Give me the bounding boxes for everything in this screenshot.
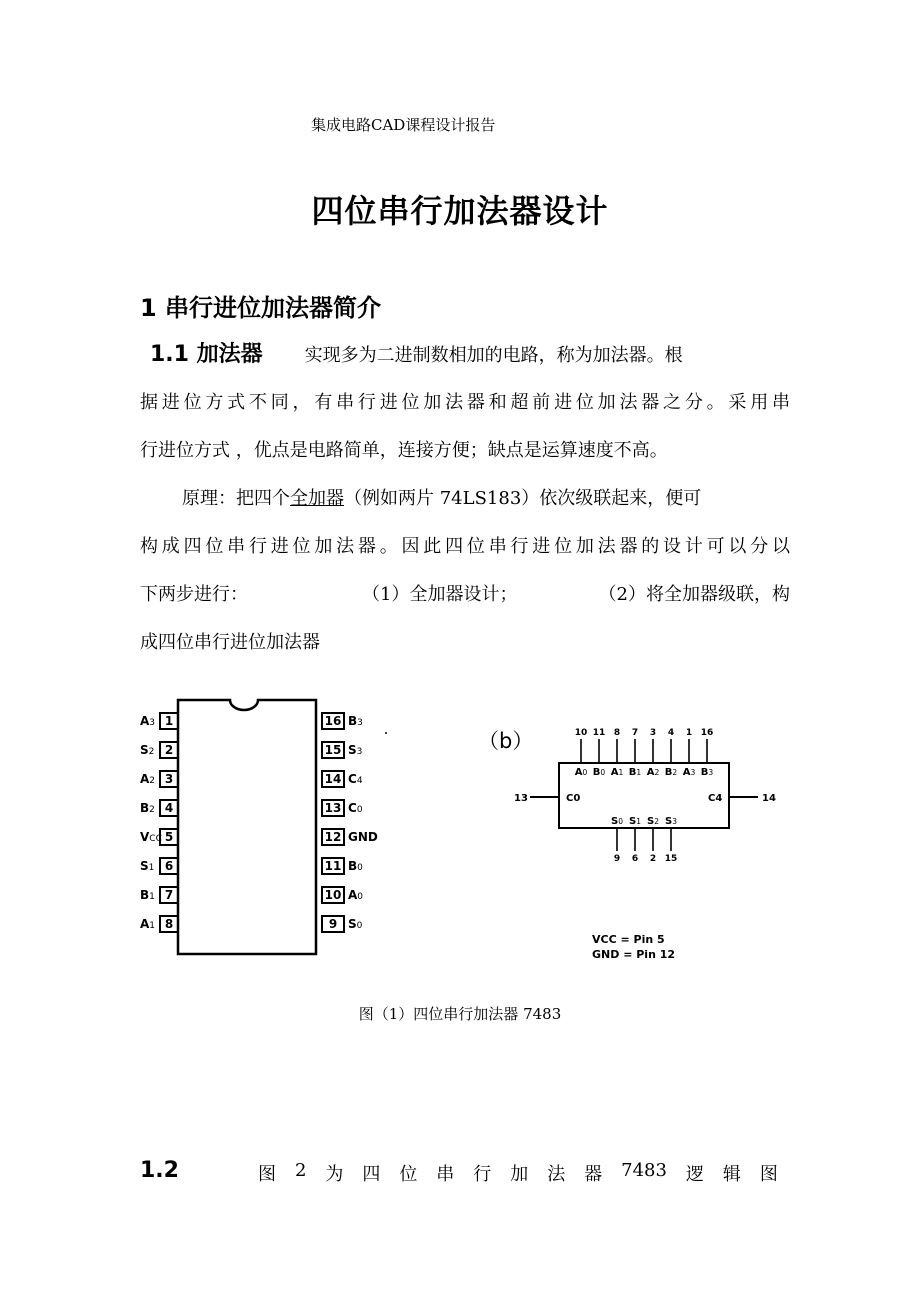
dip-pin-left [140, 887, 178, 903]
pin-label: A1 [610, 767, 624, 778]
logic-top-pin [629, 728, 642, 778]
pin-number: 10 [574, 728, 588, 738]
pin-number: 2 [649, 854, 657, 864]
pin-number: 2 [164, 743, 174, 757]
pin-number: 10 [324, 888, 342, 902]
pin-number: 8 [613, 728, 621, 738]
pin-number: 12 [324, 830, 342, 844]
spaced-char: 2 [294, 1160, 307, 1181]
logic-symbol-diagram [470, 715, 810, 975]
pin-label: A3 [140, 714, 156, 728]
dip-pin-right [322, 713, 363, 729]
pin-label: S3 [665, 816, 677, 827]
spaced-char: 为 [325, 1164, 344, 1185]
pin-label: A1 [140, 917, 156, 931]
pin-label: GND [348, 830, 378, 844]
pin-label: VCC [140, 830, 162, 844]
pin-number: 6 [631, 854, 639, 864]
paragraph-line: 成四位串行进位加法器 [140, 632, 320, 653]
spaced-char: 图 [759, 1164, 778, 1185]
paragraph-line: 构成四位串行进位加法器。因此四位串行进位加法器的设计可以分以 [140, 536, 790, 557]
pin-number: 13 [324, 801, 342, 815]
dip-pin-right [322, 916, 363, 932]
pin-number: 16 [700, 728, 714, 738]
dip-pin-right [322, 887, 363, 903]
logic-bottom-pin [647, 816, 659, 864]
logic-top-pin [665, 728, 678, 778]
spaced-char: 四 [362, 1164, 381, 1185]
pin-label: B1 [140, 888, 155, 902]
spaced-char: 辑 [722, 1164, 741, 1185]
dip-pin-left [140, 858, 178, 874]
dip-pin-left [140, 771, 178, 787]
pin-number: 5 [164, 830, 174, 844]
document-title: 四位串行加法器设计 [311, 192, 609, 230]
dip-pin-right [322, 829, 378, 845]
section-1-2-number: 1.2 [140, 1158, 179, 1183]
pin-label: S2 [140, 743, 155, 757]
spaced-char: 器 [584, 1164, 603, 1185]
dip-pin-right [322, 858, 363, 874]
logic-top-pin [647, 728, 660, 778]
pin-label: B2 [140, 801, 155, 815]
pin-number: 4 [667, 728, 675, 738]
logic-top-pin [575, 728, 588, 778]
dip-pin-left [140, 713, 178, 729]
paragraph-line: 据进位方式不同，有串行进位加法器和超前进位加法器之分。采用串 [140, 392, 790, 413]
pin-label: B1 [628, 767, 642, 778]
pin-number: 9 [328, 917, 338, 931]
spaced-char: 7483 [621, 1160, 667, 1181]
pin-label: A0 [348, 888, 364, 902]
paragraph-line: 行进位方式 ，优点是电路简单，连接方便；缺点是运算速度不高。 [140, 440, 668, 461]
paragraph-text: 原理：把四个 [182, 488, 290, 509]
figure-tag: （b） [478, 729, 534, 753]
pin-label: S2 [647, 816, 659, 827]
chip-body [178, 700, 316, 954]
logic-bottom-pin [611, 816, 623, 864]
pin-number: 6 [164, 859, 174, 873]
dip-pin-left [140, 742, 178, 758]
dip-pin-left [140, 916, 178, 932]
paragraph-text: 实现多为二进制数相加的电路，称为加法器。根 [304, 345, 683, 366]
pin-label: B3 [348, 714, 363, 728]
gnd-note: GND = Pin 12 [592, 948, 676, 961]
spaced-char: 图 [258, 1164, 276, 1185]
pin-number: 15 [664, 854, 678, 864]
dip-pin-right [322, 800, 363, 816]
logic-top-pin [701, 728, 714, 778]
dip-pin-left [140, 829, 178, 845]
paragraph-text: （例如两片 74LS183）依次级联起来，便可 [344, 488, 702, 509]
section-1-1-heading: 1.1 加法器 [150, 342, 263, 367]
step-1-text: （1）全加器设计； [362, 584, 518, 605]
pin-label: C0 [348, 801, 363, 815]
pin-label: S1 [629, 816, 641, 827]
spaced-char: 位 [399, 1164, 418, 1185]
pin-label: S1 [140, 859, 155, 873]
pin-label-c0: C0 [566, 793, 581, 804]
pin-label: A2 [140, 772, 156, 786]
pin-number: 9 [613, 854, 621, 864]
pin-label: C4 [348, 772, 363, 786]
figure-caption: 图（1）四位串行加法器 7483 [358, 1005, 562, 1023]
pin-number: 15 [324, 743, 342, 757]
pin-number: 13 [514, 793, 528, 804]
pin-number: 4 [164, 801, 174, 815]
pin-number: 14 [762, 793, 776, 804]
dip-pin-left [140, 800, 178, 816]
spaced-char: 行 [473, 1164, 492, 1185]
logic-bottom-pin [665, 816, 678, 864]
pin-number: 7 [164, 888, 174, 902]
principle-paragraph [140, 475, 790, 667]
logic-bottom-pin [629, 816, 641, 864]
full-adder-link[interactable]: 全加器 [290, 488, 344, 509]
pin-label: S0 [348, 917, 363, 931]
logic-top-pin [611, 728, 624, 778]
section-1-heading: 1 串行进位加法器简介 [140, 294, 382, 322]
pin-number: 7 [631, 728, 639, 738]
page-header: 集成电路CAD课程设计报告 [311, 116, 496, 134]
dip-pin-right [322, 771, 363, 787]
pin-label: S0 [611, 816, 623, 827]
dip-pin-right [322, 742, 362, 758]
pin-number: 3 [164, 772, 174, 786]
spaced-char: 加 [510, 1164, 529, 1185]
spaced-char: 串 [436, 1164, 455, 1185]
pin-label: B0 [592, 767, 606, 778]
pin-number: 3 [649, 728, 657, 738]
vcc-note: VCC = Pin 5 [592, 933, 665, 946]
logic-top-pin [683, 728, 696, 778]
dip-pinout-diagram [120, 690, 420, 960]
paragraph-text: 下两步进行： [140, 584, 248, 605]
pin-label: S3 [348, 743, 363, 757]
pin-label: A0 [574, 767, 588, 778]
pin-label: A2 [646, 767, 660, 778]
pin-number: 11 [592, 728, 606, 738]
spaced-char: 法 [547, 1164, 566, 1185]
step-2-text: （2）将全加器级联，构 [598, 584, 790, 605]
pin-number: 11 [324, 859, 342, 873]
pin-label: A3 [682, 767, 696, 778]
pin-label: B0 [348, 859, 363, 873]
pin-number: 16 [324, 714, 342, 728]
pin-label-c4: C4 [708, 793, 723, 804]
spaced-char: 逻 [685, 1164, 704, 1185]
pin-number: 1 [164, 714, 174, 728]
pin-number: 14 [324, 772, 342, 786]
pin-label: B2 [664, 767, 678, 778]
pin-label: B3 [700, 767, 714, 778]
pin-number: 8 [164, 917, 174, 931]
logic-top-pin [593, 728, 606, 778]
section-1-1-paragraph [140, 331, 790, 475]
pin-number: 1 [685, 728, 693, 738]
